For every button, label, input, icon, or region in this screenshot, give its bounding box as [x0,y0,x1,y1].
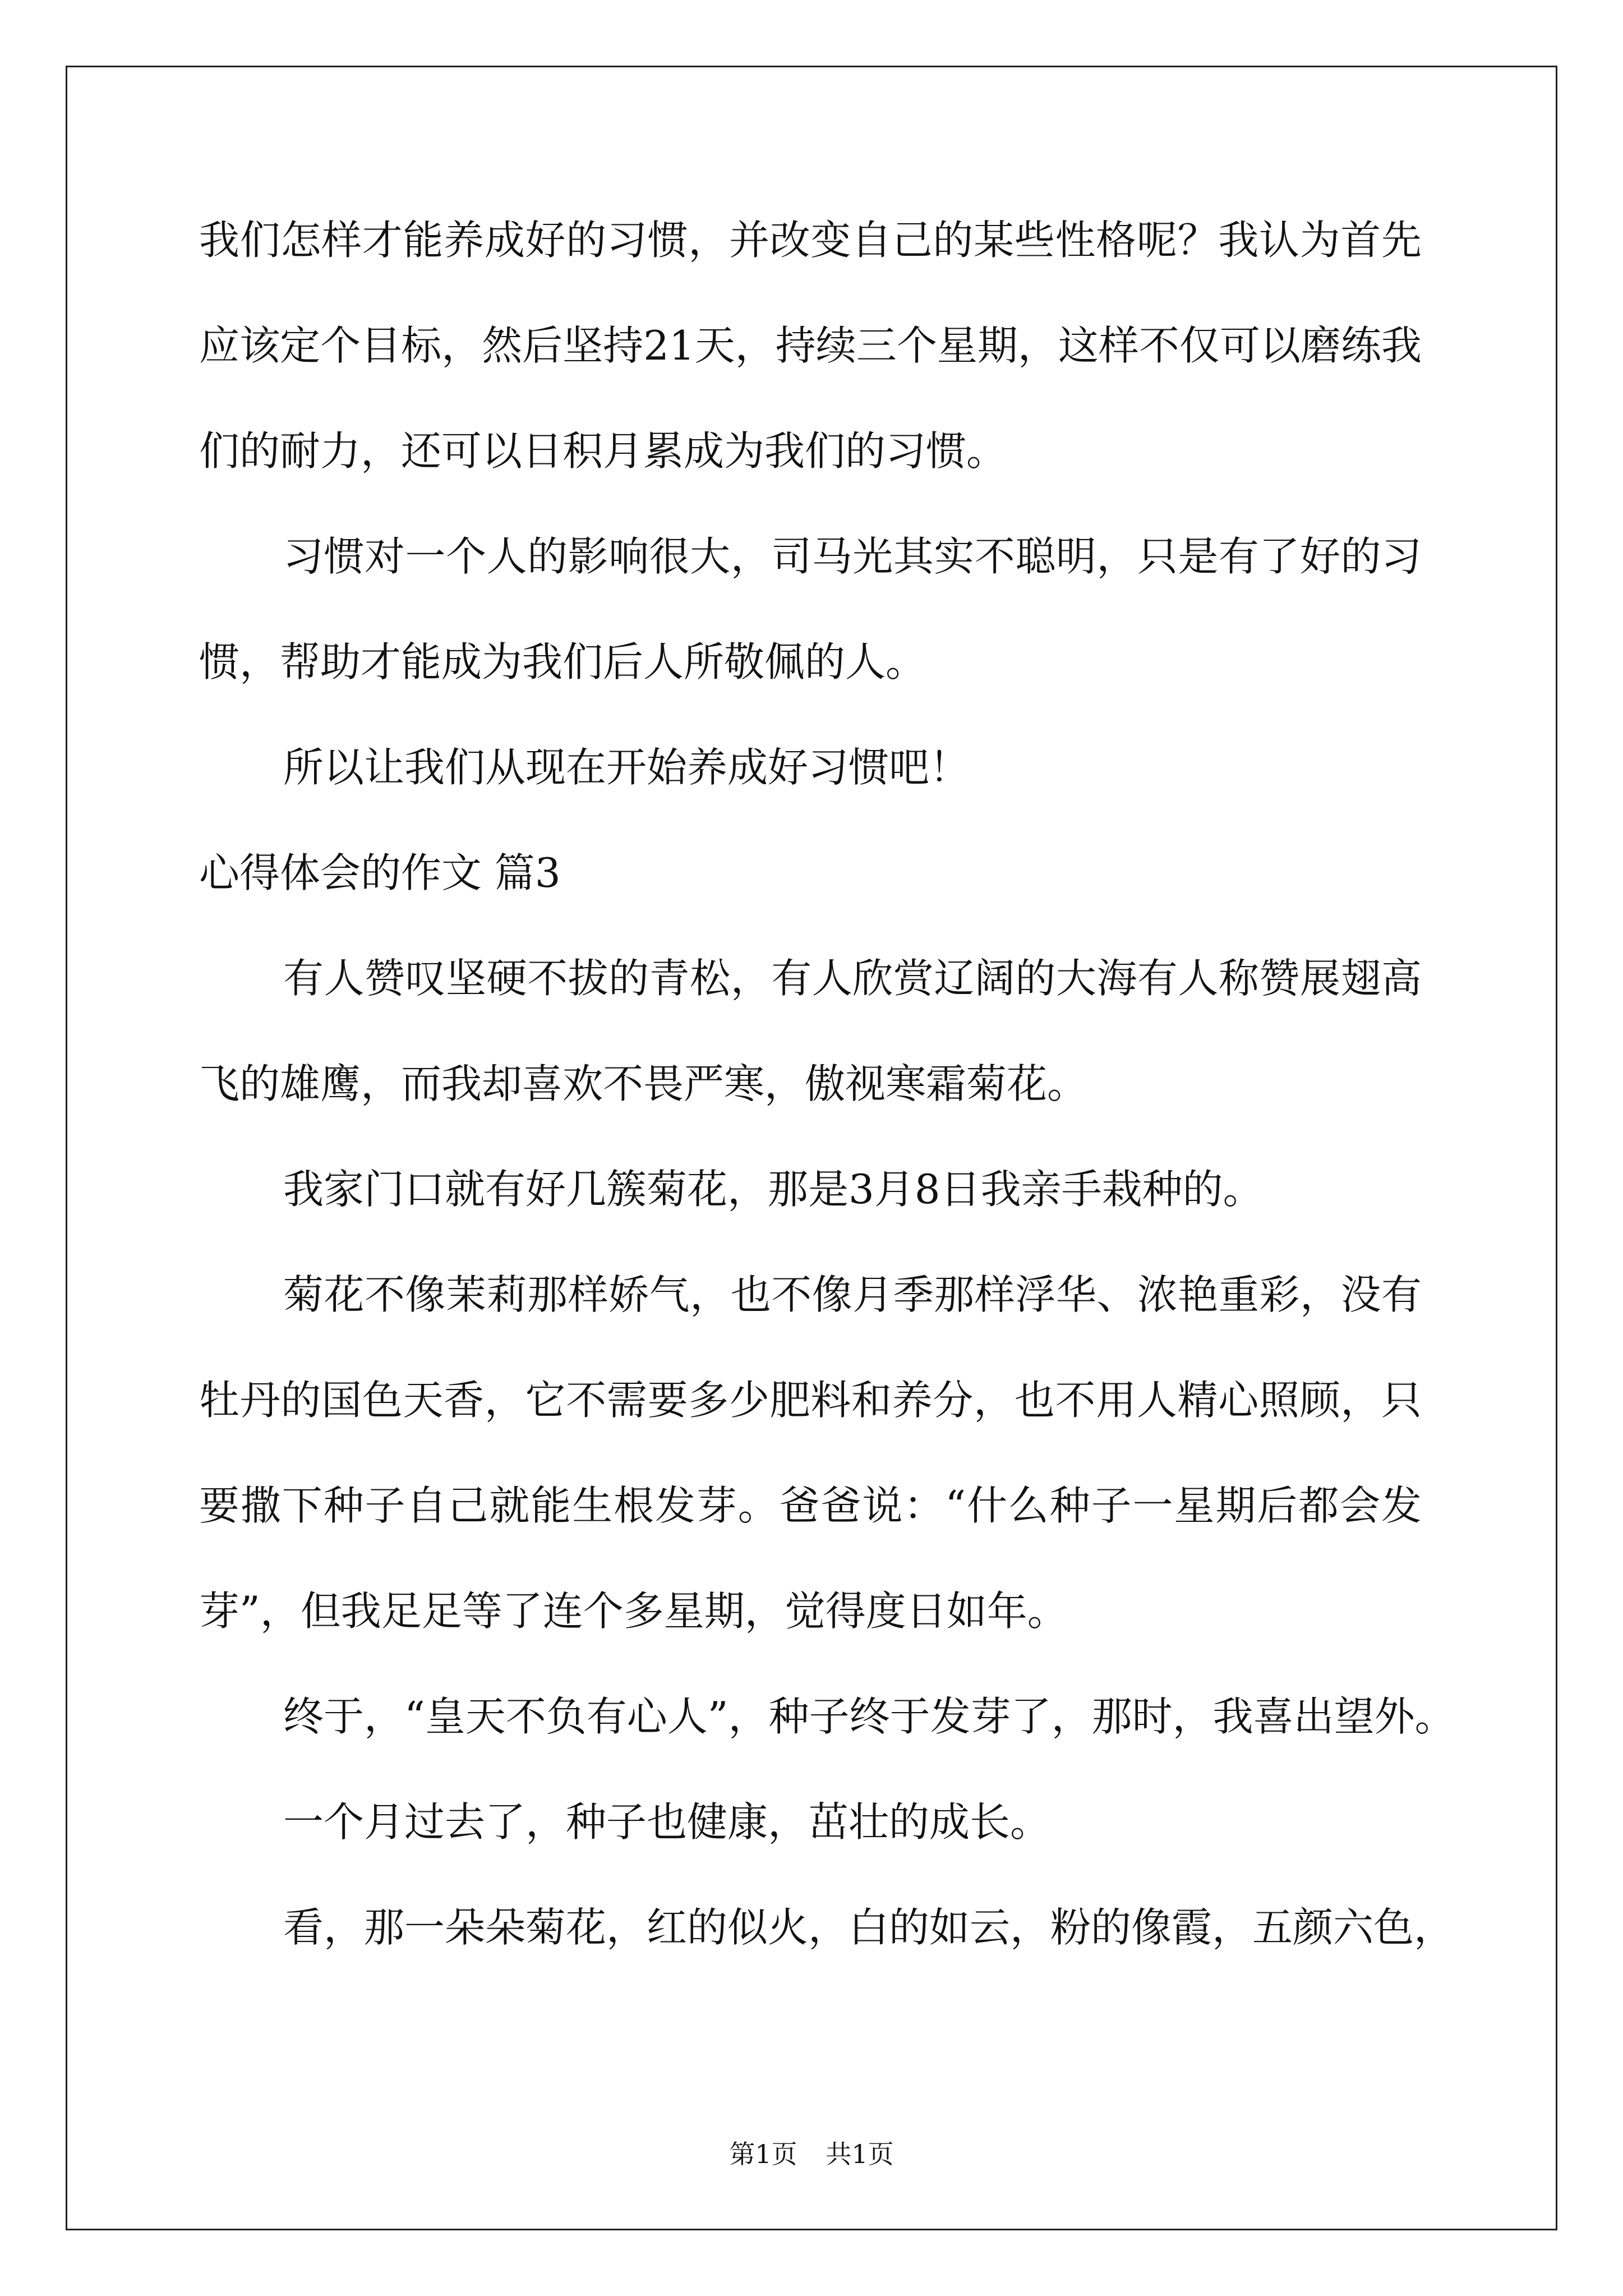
paragraph-line: 飞的雄鹰，而我却喜欢不畏严寒，傲视寒霜菊花。 [199,1060,1088,1107]
paragraph-line: 所以让我们从现在开始养成好习惯吧！ [283,744,970,791]
paragraph-line: 牡丹的国色天香，它不需要多少肥料和养分，也不用人精心照顾，只 [199,1377,1422,1424]
page-number-total: 共1页 [826,2139,894,2169]
paragraph-line: 要撒下种子自己就能生根发芽。爸爸说：“什么种子一星期后都会发 [199,1482,1422,1529]
paragraph-line: 我们怎样才能养成好的习惯，并改变自己的某些性格呢？我认为首先 [199,217,1422,264]
paragraph-line: 终于，“皇天不负有心人”，种子终于发芽了，那时，我喜出望外。 [283,1693,1455,1740]
page-footer [0,2137,1623,2171]
paragraph-line: 应该定个目标，然后坚持21天，持续三个星期，这样不仅可以磨练我 [199,322,1422,369]
page-number-current: 第1页 [729,2139,797,2169]
paragraph-line: 惯，帮助才能成为我们后人所敬佩的人。 [199,638,926,685]
paragraph-line: 我家门口就有好几簇菊花，那是3月8日我亲手栽种的。 [283,1166,1264,1213]
section-heading: 心得体会的作文 篇3 [199,849,561,896]
paragraph-line: 看，那一朵朵菊花，红的似火，白的如云，粉的像霞，五颜六色， [283,1904,1455,1951]
paragraph-line: 们的耐力，还可以日积月累成为我们的习惯。 [199,427,1007,475]
paragraph-line: 有人赞叹坚硬不拔的青松，有人欣赏辽阔的大海有人称赞展翅高 [283,955,1422,1002]
paragraph-line: 习惯对一个人的影响很大，司马光其实不聪明，只是有了好的习 [283,533,1422,580]
paragraph-line: 菊花不像茉莉那样娇气，也不像月季那样浮华、浓艳重彩，没有 [283,1271,1422,1318]
paragraph-line: 芽”，但我足足等了连个多星期，觉得度日如年。 [199,1588,1068,1635]
paragraph-line: 一个月过去了，种子也健康，茁壮的成长。 [283,1798,1051,1846]
